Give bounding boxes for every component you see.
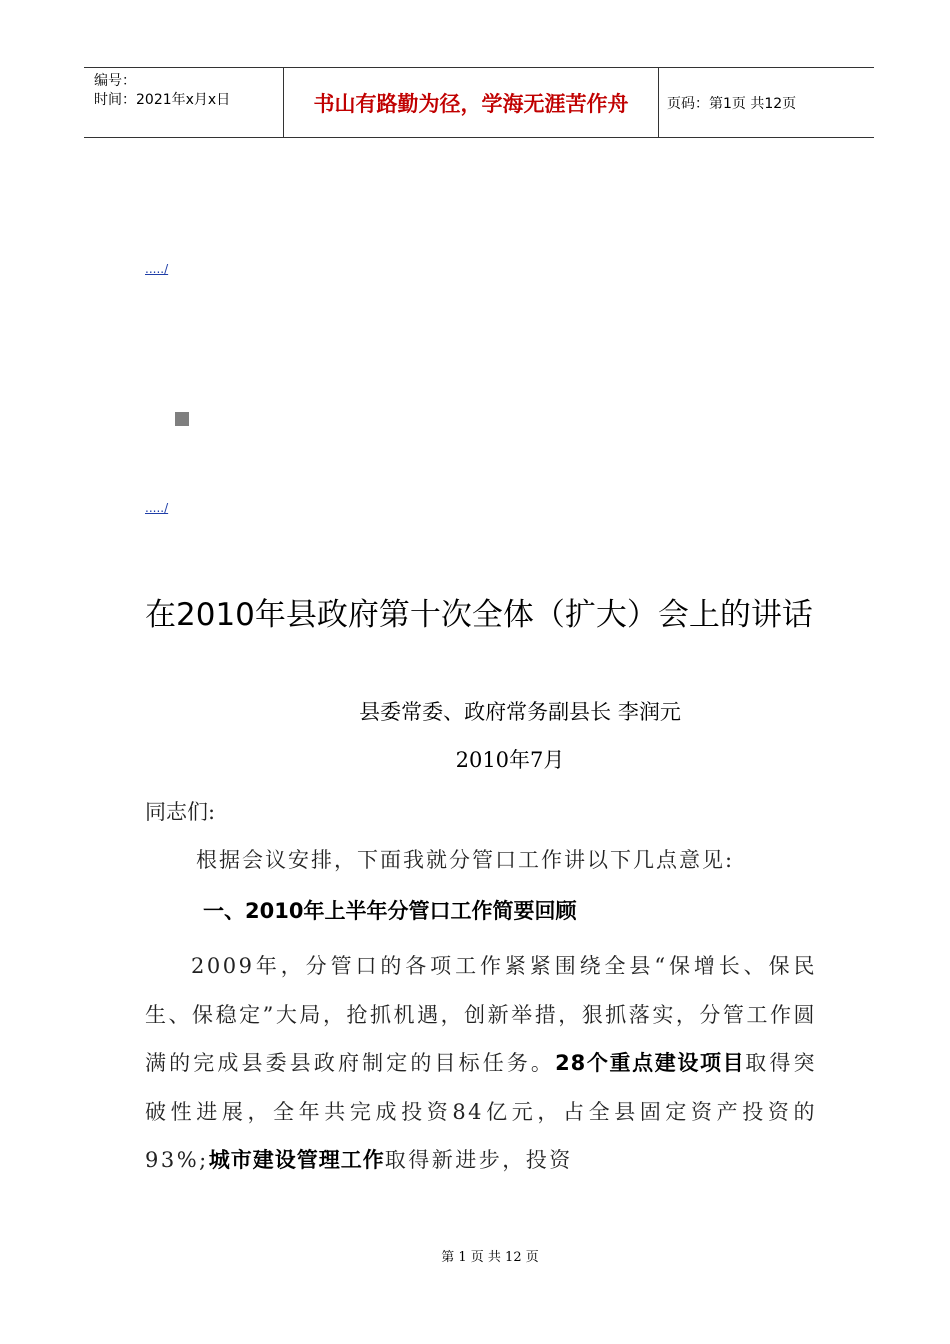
page-number-footer: 第 1 页 共 12 页: [441, 1250, 539, 1265]
document-header: [84, 67, 874, 138]
date-line: 2010年7月: [455, 748, 565, 772]
para-bold-1: 28个重点建设项目: [555, 1051, 746, 1075]
para-text-1: 2009年，分管口的各项工作紧紧围绕全县“保增长、保民生、保稳定”大局，抢抓机遇，创新举措，狠抓落实，分管工作圆满的完成县委县政府制定的目标任务。: [145, 954, 817, 1075]
author-line: 县委常委、政府常务副县长 李润元: [359, 700, 681, 724]
dots-link-2[interactable]: ...../: [145, 501, 169, 515]
square-bullet-icon: [175, 412, 189, 426]
header-slogan: 书山有路勤为径，学海无涯苦作舟: [284, 68, 659, 137]
para-text-2: 取得突破性进展，全年共完成投资84亿元，占全县固定资产投资的93%;: [145, 1051, 818, 1172]
section-heading: 一、2010年上半年分管口工作简要回顾: [203, 899, 577, 923]
document-title: 在2010年县政府第十次全体（扩大）会上的讲话: [145, 597, 813, 633]
para-bold-2: 城市建设管理工作: [208, 1148, 385, 1172]
header-page-info: 页码：第1页 共12页: [667, 95, 797, 112]
header-meta: [84, 68, 284, 137]
body-paragraph: [145, 942, 817, 1185]
greeting: 同志们:: [145, 800, 216, 824]
dots-link-1[interactable]: ...../: [145, 262, 169, 276]
para-text-3: 取得新进步，投资: [384, 1148, 573, 1172]
number-label: 编号：: [94, 73, 136, 89]
intro-paragraph: 根据会议安排，下面我就分管口工作讲以下几点意见:: [196, 848, 735, 872]
time-label: 时间：2021年x月x日: [94, 92, 231, 108]
